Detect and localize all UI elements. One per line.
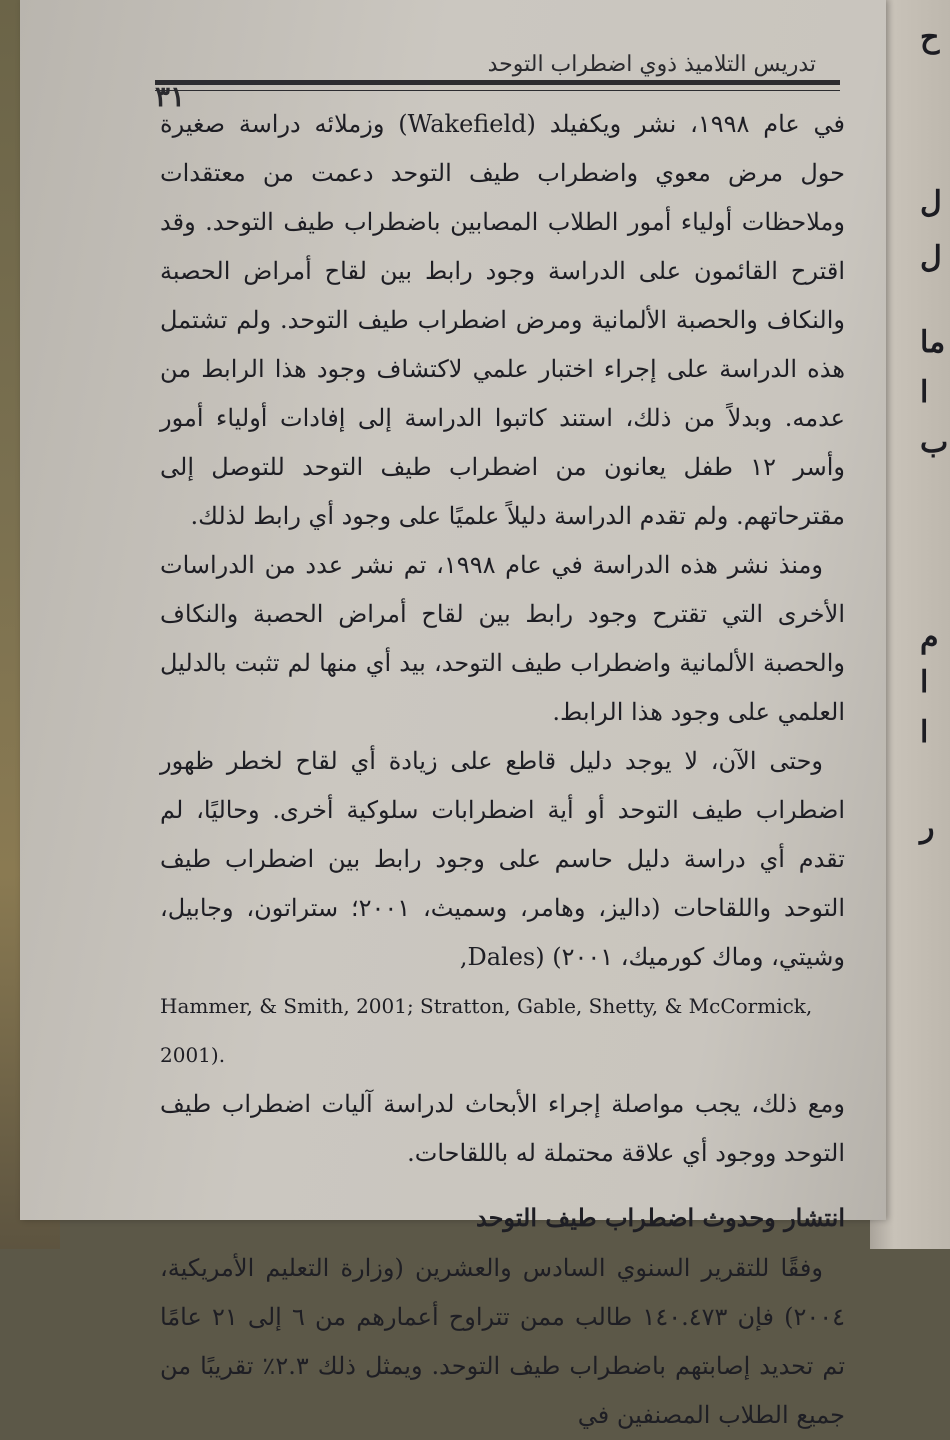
facing-page-fragment: ح <box>920 20 940 55</box>
facing-page-fragment: ا <box>920 665 929 700</box>
section-heading: انتشار وحدوث اضطراب طيف التوحد <box>475 1203 845 1232</box>
facing-page-fragment: ب <box>920 425 949 460</box>
body-text <box>160 100 845 1440</box>
page-number: ٣١ <box>155 80 186 113</box>
paragraph: ومنذ نشر هذه الدراسة في عام ١٩٩٨، تم نشر عدد من الدراسات الأخرى التي تقترح وجود رابط بين لقاح أمراض الحصبة والنكاف والحصبة الألمانية واضطراب طيف التوحد، بيد أي منها لم تثبت بالدليل العلمي على وجود هذا الرابط. <box>160 551 845 726</box>
facing-page-fragment: ا <box>920 715 929 750</box>
facing-page-fragment: ر <box>920 810 935 845</box>
facing-page-fragment: ل <box>920 240 942 275</box>
facing-page-fragment: ا <box>920 375 929 410</box>
facing-page-fragment: ما <box>920 325 946 360</box>
running-title: تدريس التلاميذ ذوي اضطراب التوحد <box>487 52 816 77</box>
facing-page-fragment: م <box>920 620 939 655</box>
book-page <box>20 0 886 1429</box>
paragraph: وفقًا للتقرير السنوي السادس والعشرين (وزارة التعليم الأمريكية، ٢٠٠٤) فإن ١٤٠.٤٧٣ طالب ممن تتراوح أعمارهم من ٦ إلى ٢١ عامًا تم تحديد إصابتهم باضطراب طيف التوحد. ويمثل ذلك ٢.٣٪ تقريبًا من جميع الطلاب المصنفين في <box>160 1254 846 1429</box>
header-rule-thin <box>155 90 840 91</box>
citation-line: Hammer, & Smith, 2001; Stratton, Gable, Shetty, & McCormick, 2001). <box>160 994 813 1067</box>
paragraph: في عام ١٩٩٨، نشر ويكفيلد (Wakefield) وزملائه دراسة صغيرة حول مرض معوي واضطراب طيف التوحد دعمت من معتقدات وملاحظات أولياء أمور الطلاب المصابين باضطراب طيف التوحد. وقد اقترح القائمون على الدراسة وجود رابط بين لقاح أمراض الحصبة والنكاف والحصبة الألمانية ومرض اضطراب طيف التوحد. ولم تشتمل هذه الدراسة على إجراء اختبار علمي لاكتشاف وجود هذا الرابط من عدمه. وبدلاً من ذلك، استند كاتبوا الدراسة إلى إفادات أولياء أمور وأسر ١٢ طفل يعانون من اضطراب طيف التوحد للتوصل إلى مقترحاتهم. ولم تقدم الدراسة دليلاً علميًا على وجود أي رابط لذلك. <box>160 110 846 530</box>
paragraph: وحتى الآن، لا يوجد دليل قاطع على زيادة أي لقاح لخطر ظهور اضطراب طيف التوحد أو أية اضطرابات سلوكية أخرى. وحاليًا، لم تقدم أي دراسة دليل حاسم على وجود رابط بين اضطراب طيف التوحد واللقاحات (داليز، وهامر، وسميث، ٢٠٠١؛ ستراتون، وجابيل، وشيتي، وماك كورميك، ٢٠٠١) (Dales, <box>160 747 845 971</box>
header-rule <box>155 80 840 85</box>
paragraph: ومع ذلك، يجب مواصلة إجراء الأبحاث لدراسة آليات اضطراب طيف التوحد ووجود أي علاقة محتملة له باللقاحات. <box>160 1090 845 1167</box>
facing-page-fragment: ل <box>920 185 942 220</box>
